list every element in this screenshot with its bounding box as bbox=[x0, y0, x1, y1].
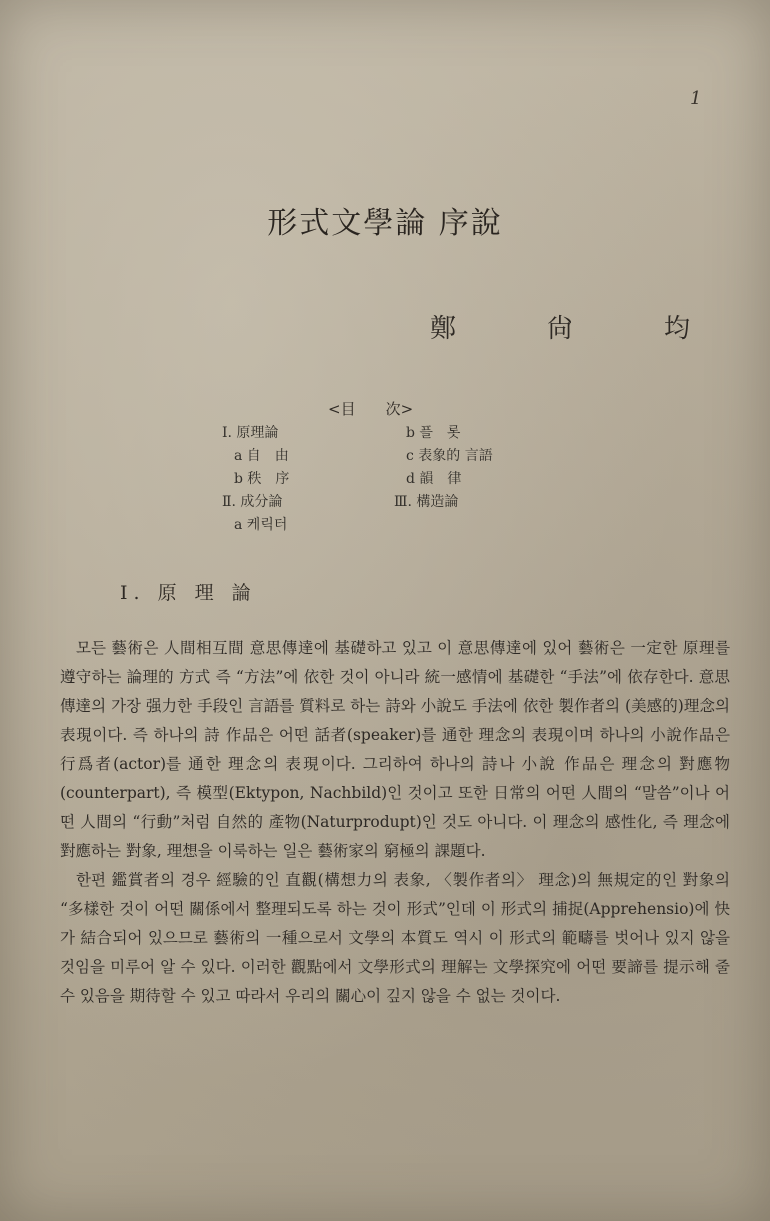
page-title: 形式文學論 序說 bbox=[267, 206, 503, 241]
toc-item: Ⅱ. 成分論 bbox=[222, 494, 283, 510]
toc-item: d 韻 律 bbox=[406, 471, 462, 487]
toc-item: Ⅲ. 構造論 bbox=[394, 494, 459, 510]
section-heading: Ⅰ. 原 理 論 bbox=[120, 582, 257, 604]
toc-item: a 自 由 bbox=[234, 448, 289, 464]
toc-item: Ⅰ. 原理論 bbox=[222, 425, 279, 441]
body-text bbox=[60, 634, 730, 1011]
toc-item: b 플 롯 bbox=[406, 425, 461, 441]
page-number: 1 bbox=[690, 88, 702, 109]
author-name bbox=[430, 308, 690, 345]
toc-column-right bbox=[394, 422, 562, 537]
paragraph: 모든 藝術은 人間相互間 意思傳達에 基礎하고 있고 이 意思傳達에 있어 藝術은 一定한 原理를 遵守하는 論理的 方式 즉 “方法”에 依한 것이 아니라 統一感情에 基礎한 “手法”에 依存한다. 意思傳達의 가장 强力한 手段인 言語를 質料로 하는 詩와 小說도 手法에 依한 製作者의 (美感的)理念의 表現이다. 즉 하나의 詩 作品은 어떤 話者(speaker)를 通한 理念의 表現이며 하나의 小說作品은 行爲者(actor)를 通한 理念의 表現이다. 그리하여 하나의 詩나 小說 作品은 理念의 對應物(counterpart), 즉 模型(Ektypon, Nachbild)인 것이고 또한 日常의 어떤 人間의 “말씀”이나 어떤 人間의 “行動”처럼 自然的 產物(Naturprodupt)인 것도 아니다. 이 理念의 感性化, 즉 理念에 對應하는 對象, 理想을 이룩하는 일은 藝術家의 窮極의 課題다. bbox=[60, 639, 730, 860]
toc-item: c 表象的 言語 bbox=[406, 448, 493, 464]
paragraph: 한편 鑑賞者의 경우 經驗的인 直觀(構想力의 表象, 〈製作者의〉 理念)의 無規定的인 對象의 “多樣한 것이 어떤 關係에서 整理되도록 하는 것이 形式”인데 이 形式의 捕捉(Apprehensio)에 快가 結合되어 있으므로 藝術의 一種으로서 文學의 本質도 역시 이 形式의 範疇를 벗어나 있지 않을 것임을 미루어 알 수 있다. 이러한 觀點에서 文學形式의 理解는 文學探究에 어떤 要諦를 提示해 줄 수 있음을 期待할 수 있고 따라서 우리의 關心이 깊지 않을 수 없는 것이다. bbox=[60, 871, 730, 1005]
toc-heading: <目 次> bbox=[328, 400, 414, 418]
table-of-contents bbox=[222, 422, 562, 537]
author-char: 鄭 bbox=[430, 314, 457, 344]
toc-item: b 秩 序 bbox=[234, 471, 290, 487]
author-char: 均 bbox=[663, 314, 690, 344]
toc-item: a 케릭터 bbox=[234, 517, 288, 533]
toc-column-left bbox=[222, 422, 394, 537]
author-char: 尙 bbox=[546, 314, 573, 344]
